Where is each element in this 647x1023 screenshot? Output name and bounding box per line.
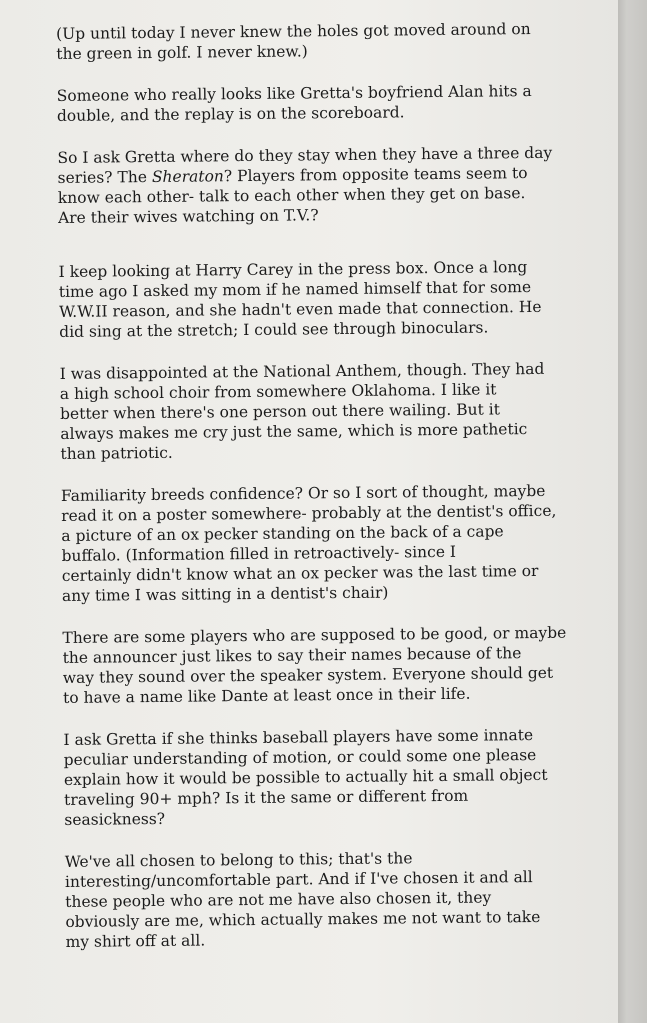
text-line: better when there's one person out there wailing. But it	[59, 400, 500, 423]
paragraph-series	[57, 142, 618, 228]
text-line: certainly didn't know what an ox pecker was the last time or	[61, 561, 539, 585]
text-line: any time I was sitting in a dentist's chair)	[61, 583, 389, 605]
text-line: traveling 90+ mph? Is it the same or different from	[64, 786, 469, 809]
text-line: peculiar understanding of motion, or could some one please	[63, 746, 537, 769]
paragraph-belong	[65, 846, 626, 952]
page-edge-shadow	[618, 0, 647, 1023]
text-line: Someone who really looks like Gretta's boyfriend Alan hits a	[56, 82, 532, 105]
text-line: series? The Sheraton? Players from opposite teams seem to	[57, 164, 528, 187]
text-line: know each other- talk to each other when they get on base.	[57, 184, 526, 207]
text-line: double, and the replay is on the scoreboard.	[56, 103, 405, 125]
paragraph-motion	[63, 724, 624, 830]
text-line: interesting/uncomfortable part. And if I've chosen it and all	[64, 868, 533, 891]
text-line: seasickness?	[64, 809, 166, 829]
text-line: way they sound over the speaker system. Everyone should get	[62, 663, 554, 687]
text-line: than patriotic.	[60, 443, 173, 463]
text-line: these people who are not me have also chosen it, they	[65, 888, 492, 911]
text-line: There are some players who are supposed to be good, or maybe	[62, 623, 567, 647]
text-line: explain how it would be possible to actually hit a small object	[63, 765, 548, 789]
paragraph-harry-carey	[58, 256, 619, 342]
text-line: read it on a poster somewhere- probably at the dentist's office,	[61, 501, 557, 525]
text-line: obviously are me, which actually makes me not want to take	[65, 907, 541, 931]
paragraph-familiarity	[61, 480, 622, 606]
text-line: the green in golf. I never knew.)	[56, 42, 308, 63]
text-line: I keep looking at Harry Carey in the press box. Once a long	[58, 258, 528, 281]
text-line: I ask Gretta if she thinks baseball players have some innate	[63, 726, 534, 749]
paragraph-golf	[56, 18, 616, 64]
text-line: (Up until today I never knew the holes got moved around on	[56, 20, 531, 43]
text-line: time ago I asked my mom if he named himself that for some	[58, 278, 532, 301]
italic-hotel-name: Sheraton	[151, 167, 224, 187]
text-line: I was disappointed at the National Anthem, though. They had	[59, 359, 545, 383]
text-line: a high school choir from somewhere Oklahoma. I like it	[59, 380, 497, 403]
text-line: the announcer just likes to say their names because of the	[62, 644, 522, 667]
paragraph-players	[62, 622, 623, 708]
text-line: buffalo. (Information filled in retroactively- since I	[61, 542, 457, 565]
paragraph-double	[57, 80, 617, 126]
text-line: to have a name like Dante at least once in their life.	[62, 684, 471, 707]
text-line: did sing at the stretch; I could see through binoculars.	[59, 318, 489, 341]
text-line: a picture of an ox pecker standing on the back of a cape	[61, 522, 504, 545]
text-line: We've all chosen to belong to this; that's the	[64, 849, 413, 871]
text-line: always makes me cry just the same, which is more pathetic	[60, 420, 528, 443]
text-line: Familiarity breeds confidence? Or so I sort of thought, maybe	[60, 481, 546, 505]
page-text	[56, 18, 626, 974]
text-line: my shirt off at all.	[65, 931, 206, 951]
text-line: W.W.II reason, and she hadn't even made that connection. He	[58, 297, 542, 321]
text-line: Are their wives watching on T.V.?	[57, 206, 319, 227]
paragraph-anthem	[60, 358, 621, 464]
text-line: So I ask Gretta where do they stay when they have a three day	[57, 143, 553, 167]
